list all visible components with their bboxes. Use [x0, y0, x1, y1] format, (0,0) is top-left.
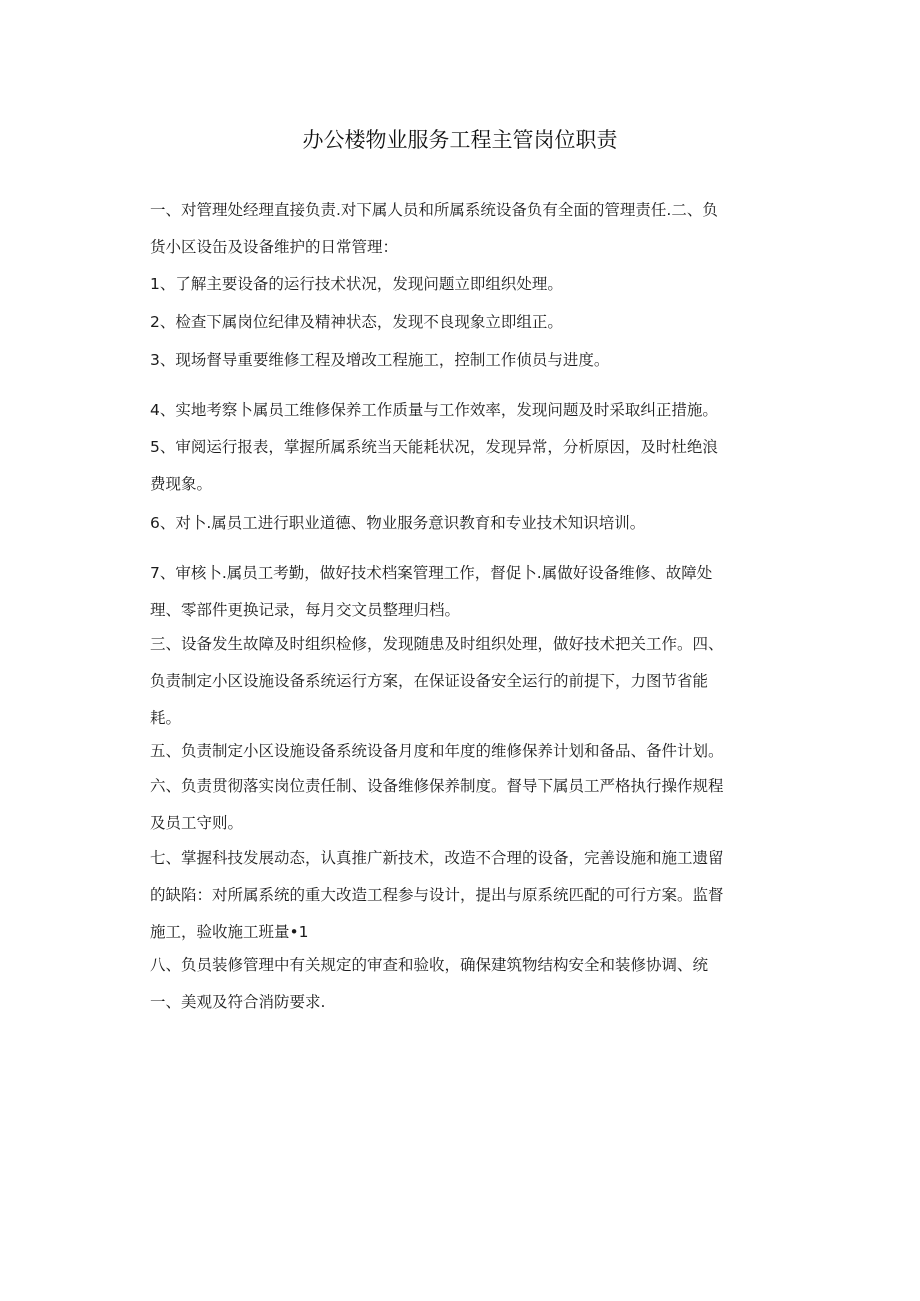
- paragraph-5: [150, 392, 780, 429]
- paragraph-line: 费现象。: [150, 475, 213, 493]
- paragraph-9: [150, 626, 780, 737]
- paragraph-12: [150, 840, 780, 951]
- paragraph-6: [150, 429, 780, 503]
- paragraph-3: [150, 304, 780, 341]
- paragraph-line: 7、审核卜.属员工考勤，做好技术档案管理工作，督促卜.属做好设备维修、故障处: [150, 564, 713, 582]
- document-title: 办公楼物业服务工程主管岗位职责: [302, 128, 618, 152]
- paragraph-8: [150, 555, 780, 629]
- paragraph-2: [150, 266, 780, 303]
- paragraph-1: [150, 192, 780, 266]
- paragraph-line: 三、设备发生故障及时组织检修，发现随患及时组织处理，做好技术把关工作。四、: [150, 635, 724, 653]
- paragraph-line: 负责制定小区设施设备系统运行方案，在保证设备安全运行的前提下，力图节省能: [150, 672, 709, 690]
- paragraph-line: 一、美观及符合消防要求.: [150, 993, 326, 1011]
- paragraph-line: 七、掌握科技发展动态，认真推广新技术，改造不合理的设备，完善设施和施工遗留: [150, 849, 724, 867]
- paragraph-line: 5、审阅运行报表，掌握所属系统当天能耗状况，发现异常，分析原因，及时杜绝浪: [150, 438, 718, 456]
- paragraph-line: 3、现场督导重要维修工程及增改工程施工，控制工作侦员与进度。: [150, 351, 610, 369]
- paragraph-line: 及员工守则。: [150, 814, 244, 832]
- paragraph-line: 6、对卜.属员工进行职业道德、物业服务意识教育和专业技术知识培训。: [150, 514, 646, 532]
- paragraph-line: 一、对管理处经理直接负责.对下属人员和所属系统设备负有全面的管理责任.二、负: [150, 201, 718, 219]
- paragraph-line: 4、实地考察卜属员工维修保养工作质量与工作效率，发现问题及时采取纠正措施。: [150, 401, 718, 419]
- paragraph-line: 2、检查下属岗位纪律及精神状态，发现不良现象立即组正。: [150, 313, 563, 331]
- paragraph-7: [150, 505, 780, 542]
- paragraph-4: [150, 342, 780, 379]
- paragraph-line: 的缺陷：对所属系统的重大改造工程参与设计，提出与原系统匹配的可行方案。监督: [150, 886, 724, 904]
- paragraph-11: [150, 768, 780, 842]
- paragraph-line: 耗。: [150, 709, 182, 727]
- paragraph-line: 货小区设缶及设备维护的日常管理：: [150, 238, 399, 256]
- paragraph-line: 理、零部件更换记录，每月交文员整理归档。: [150, 601, 461, 619]
- paragraph-line: 六、负责贯彻落实岗位责任制、设备维修保养制度。督导下属员工严格执行操作规程: [150, 777, 724, 795]
- paragraph-13: [150, 947, 780, 1021]
- paragraph-line: 八、负员装修管理中有关规定的审查和验收，确保建筑物结构安全和装修协调、统: [150, 956, 709, 974]
- paragraph-line: 五、负责制定小区设施设备系统设备月度和年度的维修保养计划和备品、备件计划。: [150, 742, 724, 760]
- paragraph-line: 1、了解主要设备的运行技术状况，发现问题立即组织处理。: [150, 275, 563, 293]
- paragraph-10: [150, 733, 780, 770]
- paragraph-line: 施工，验收施工班量•1: [150, 923, 309, 941]
